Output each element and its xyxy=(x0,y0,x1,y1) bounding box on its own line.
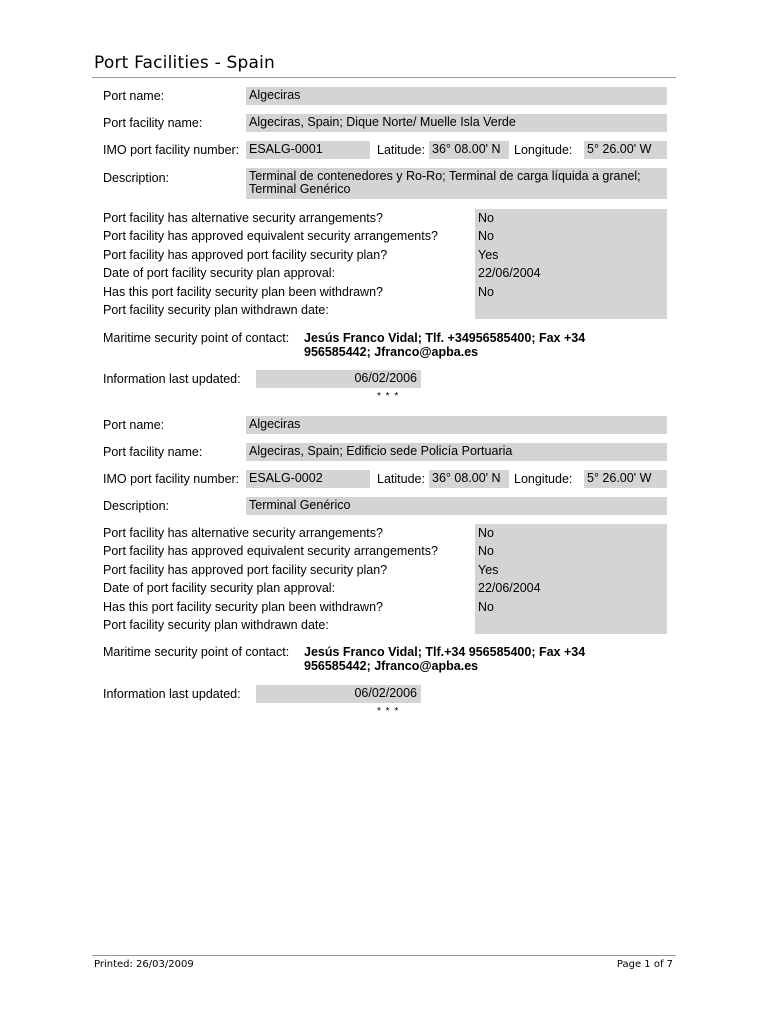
facility-name-label: Port facility name: xyxy=(103,445,203,459)
entry-separator: * * * xyxy=(377,706,400,717)
security-answers xyxy=(475,209,667,319)
question-equivalent-arrangements: Port facility has approved equivalent security arrangements? xyxy=(103,229,438,244)
contact-value: Jesús Franco Vidal; Tlf.+34 956585400; Fax +34 956585442; Jfranco@apba.es xyxy=(304,645,586,673)
security-questions xyxy=(103,524,438,634)
port-name-value: Algeciras xyxy=(246,416,667,434)
answer-alternative-arrangements: No xyxy=(478,526,494,540)
question-alternative-arrangements: Port facility has alternative security arrangements? xyxy=(103,526,383,540)
latitude-value: 36° 08.00' N xyxy=(429,141,509,159)
contact-label: Maritime security point of contact: xyxy=(103,645,290,659)
security-answers xyxy=(475,524,667,634)
description-value: Terminal Genérico xyxy=(246,497,667,515)
question-plan-withdrawn: Has this port facility security plan been withdrawn? xyxy=(103,284,383,299)
page-title: Port Facilities - Spain xyxy=(94,53,275,73)
printed-date: Printed: 26/03/2009 xyxy=(94,959,194,970)
updated-label: Information last updated: xyxy=(103,687,241,701)
answer-alternative-arrangements: No xyxy=(478,211,494,225)
answer-plan-approval-date: 22/06/2004 xyxy=(478,581,541,596)
longitude-value: 5° 26.00' W xyxy=(584,141,667,159)
port-name-value: Algeciras xyxy=(246,87,667,105)
facility-name-label: Port facility name: xyxy=(103,116,203,130)
answer-plan-approval-date: 22/06/2004 xyxy=(478,266,541,281)
facility-name-value: Algeciras, Spain; Dique Norte/ Muelle Isla Verde xyxy=(246,114,667,132)
question-security-plan: Port facility has approved port facility security plan? xyxy=(103,247,388,262)
updated-value: 06/02/2006 xyxy=(256,685,421,703)
longitude-label: Longitude: xyxy=(514,143,573,157)
footer-divider xyxy=(92,955,676,956)
longitude-value: 5° 26.00' W xyxy=(584,470,667,488)
answer-security-plan: Yes xyxy=(478,247,499,262)
latitude-label: Latitude: xyxy=(377,472,425,486)
latitude-value: 36° 08.00' N xyxy=(429,470,509,488)
answer-plan-withdrawn: No xyxy=(478,284,494,299)
answer-plan-withdrawn: No xyxy=(478,599,494,614)
question-plan-withdrawn: Has this port facility security plan been withdrawn? xyxy=(103,599,383,614)
title-divider xyxy=(92,77,676,78)
answer-equivalent-arrangements: No xyxy=(478,544,494,559)
security-questions xyxy=(103,209,438,319)
answer-security-plan: Yes xyxy=(478,562,499,577)
page-number: Page 1 of 7 xyxy=(616,959,673,970)
latitude-label: Latitude: xyxy=(377,143,425,157)
updated-label: Information last updated: xyxy=(103,372,241,386)
question-plan-approval-date: Date of port facility security plan approval: xyxy=(103,266,336,281)
description-label: Description: xyxy=(103,171,169,185)
port-name-label: Port name: xyxy=(103,89,165,103)
contact-label: Maritime security point of contact: xyxy=(103,331,290,345)
question-equivalent-arrangements: Port facility has approved equivalent security arrangements? xyxy=(103,544,438,559)
facility-name-value: Algeciras, Spain; Edificio sede Policía Portuaria xyxy=(246,443,667,461)
answer-equivalent-arrangements: No xyxy=(478,229,494,244)
question-withdrawn-date: Port facility security plan withdrawn date: xyxy=(103,618,329,633)
question-withdrawn-date: Port facility security plan withdrawn date: xyxy=(103,303,329,318)
question-alternative-arrangements: Port facility has alternative security arrangements? xyxy=(103,211,383,225)
question-plan-approval-date: Date of port facility security plan approval: xyxy=(103,581,336,596)
question-security-plan: Port facility has approved port facility security plan? xyxy=(103,562,388,577)
longitude-label: Longitude: xyxy=(514,472,573,486)
imo-number-value: ESALG-0001 xyxy=(246,141,370,159)
entry-separator: * * * xyxy=(377,391,400,402)
contact-value: Jesús Franco Vidal; Tlf. +34956585400; Fax +34 956585442; Jfranco@apba.es xyxy=(304,331,586,359)
updated-value: 06/02/2006 xyxy=(256,370,421,388)
description-label: Description: xyxy=(103,499,169,513)
imo-number-label: IMO port facility number: xyxy=(103,472,240,486)
imo-number-label: IMO port facility number: xyxy=(103,143,240,157)
imo-number-value: ESALG-0002 xyxy=(246,470,370,488)
description-value: Terminal de contenedores y Ro-Ro; Terminal de carga líquida a granel; Terminal Genérico xyxy=(246,168,667,199)
port-name-label: Port name: xyxy=(103,418,165,432)
